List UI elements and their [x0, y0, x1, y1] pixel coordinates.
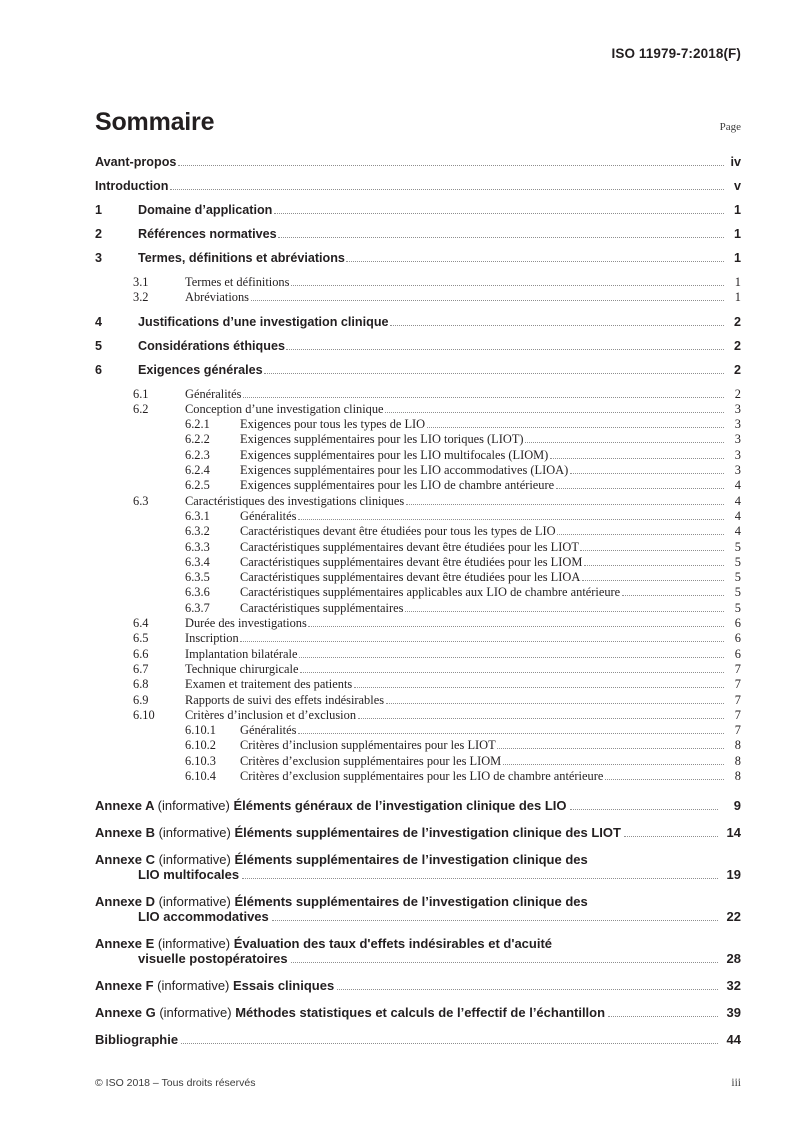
toc-entry-title: Abréviations [185, 290, 250, 305]
dot-leader [622, 594, 724, 596]
copyright-notice: © ISO 2018 – Tous droits réservés [95, 1077, 256, 1089]
toc-entry-number: 6.5 [133, 631, 149, 646]
toc-entry-title: Caractéristiques supplémentaires devant être étudiées pour les LIOM [240, 554, 583, 569]
toc-entry-title: Durée des investigations [185, 616, 307, 631]
toc-entry-page: 3 [734, 401, 741, 416]
page-footer [95, 1077, 741, 1089]
toc-entry-page: 2 [733, 338, 741, 353]
annex-title: Évaluation des taux d'effets indésirables et d'acuité [233, 936, 553, 951]
dot-leader [240, 640, 723, 642]
toc-entry-number: 6.10.4 [185, 769, 216, 784]
toc-entry-number: 6.2.5 [185, 478, 210, 493]
toc-entry-number: 6.3.7 [185, 600, 210, 615]
toc-entry-number: 6.2.3 [185, 447, 210, 462]
toc-entry-level-2[interactable] [95, 275, 741, 290]
toc-entry-title: Domaine d’application [138, 203, 273, 217]
dot-leader [181, 1042, 718, 1044]
toc-entry-level-2[interactable] [95, 693, 741, 708]
toc-entry-level-2[interactable] [95, 677, 741, 692]
toc-entry-level-3[interactable] [95, 509, 741, 524]
toc-entry-number: 4 [95, 314, 103, 329]
toc-entry-title: Généralités [240, 508, 297, 523]
toc-entry-page: 5 [734, 600, 741, 615]
annex-page: 22 [726, 909, 741, 924]
toc-entry-title: Technique chirurgicale [185, 661, 299, 676]
toc-entry-level-1[interactable] [95, 203, 741, 227]
annex-entry[interactable] [95, 978, 741, 994]
toc-entry-title: Exigences générales [138, 362, 263, 377]
toc-entry-level-3[interactable] [95, 585, 741, 600]
page-title: Sommaire [95, 108, 215, 136]
toc-entry-level-2[interactable] [95, 494, 741, 509]
annex-title-line-1 [95, 1005, 741, 1021]
toc-front-matter-entry[interactable] [95, 179, 741, 203]
page-column-label: Page [719, 121, 741, 133]
toc-entry-page: 2 [734, 386, 741, 401]
bibliography-entry[interactable] [95, 1032, 741, 1048]
toc-entry-page: 7 [734, 692, 741, 707]
toc-entry-level-2[interactable] [95, 387, 741, 402]
toc-entry-title: Termes, définitions et abréviations [138, 251, 345, 265]
annex-kind: (informative) [158, 852, 231, 867]
dot-leader [557, 533, 723, 535]
toc-entry-title: Références normatives [138, 227, 277, 241]
toc-entry-title: Généralités [240, 723, 297, 738]
dot-leader [386, 702, 724, 704]
dot-leader [243, 396, 724, 398]
toc-entry-page: 6 [734, 616, 741, 631]
toc-entry-level-3[interactable] [95, 555, 741, 570]
annex-title: Essais cliniques [233, 978, 335, 993]
dot-leader [427, 426, 724, 428]
toc-entry-number: 6.3.1 [185, 508, 210, 523]
toc-entry-page: 1 [733, 227, 741, 241]
toc-entry-page: 7 [734, 723, 741, 738]
toc-entry-title: Exigences supplémentaires pour les LIO accommodatives (LIOA) [240, 463, 569, 478]
toc-entry-number: 6.3.6 [185, 585, 210, 600]
toc-entry-number: 6.1 [133, 386, 149, 401]
dot-leader [570, 808, 718, 810]
annex-heading [95, 1005, 605, 1020]
toc-entry-page: 8 [734, 769, 741, 784]
toc-entry-page: 5 [734, 570, 741, 585]
dot-leader [291, 961, 718, 963]
toc-entry-page: 3 [734, 417, 741, 432]
annex-label: Annexe C [95, 852, 155, 867]
toc-entry-number: 6.3.4 [185, 554, 210, 569]
toc-entry-number: 5 [95, 338, 103, 353]
dot-leader [300, 671, 724, 673]
toc-entry-title: Termes et définitions [185, 275, 290, 289]
annex-label: Annexe E [95, 936, 155, 951]
toc-entry-title: Implantation bilatérale [185, 646, 298, 661]
dot-leader [274, 212, 724, 214]
dot-leader [503, 763, 724, 765]
toc-entry-number: 3 [95, 251, 103, 265]
toc-entry-level-3[interactable] [95, 769, 741, 784]
dot-leader [385, 411, 723, 413]
toc-entry-page: 4 [734, 508, 741, 523]
toc-title-row [95, 108, 741, 137]
toc-entry-number: 6.2 [133, 401, 149, 416]
toc-front-matter-entry[interactable] [95, 155, 741, 179]
toc-entry-title: Critères d’exclusion supplémentaires pour les LIOM [240, 753, 502, 768]
toc-entry-title: Critères d’inclusion supplémentaires pour les LIOT [240, 738, 496, 753]
toc-entry-page: 1 [733, 251, 741, 265]
annex-page: 14 [726, 825, 741, 840]
annex-title-line-1 [95, 825, 741, 841]
toc-entry-page: 1 [733, 203, 741, 217]
toc-entry-number: 3.1 [133, 275, 149, 289]
toc-entry-page: 8 [734, 753, 741, 768]
annex-title-line-1 [95, 798, 741, 814]
toc-spacer [95, 306, 741, 315]
toc-entry-number: 6.9 [133, 692, 149, 707]
annex-title-line-1 [95, 936, 741, 951]
dot-leader [178, 164, 724, 166]
dot-leader [580, 549, 723, 551]
dot-leader [390, 324, 723, 326]
toc-entry-title: Caractéristiques supplémentaires applicables aux LIO de chambre antérieure [240, 585, 621, 600]
annex-title: Méthodes statistiques et calculs de l’effectif de l’échantillon [235, 1005, 606, 1020]
toc-entry-page: 8 [734, 738, 741, 753]
toc-entry-level-3[interactable] [95, 417, 741, 432]
toc-entry-page: v [733, 179, 741, 193]
toc-entry-title: Examen et traitement des patients [185, 677, 353, 692]
annex-entry[interactable] [95, 894, 741, 925]
dot-leader [556, 487, 724, 489]
toc-entry-number: 6.2.2 [185, 432, 210, 447]
toc-entry-title: Caractéristiques devant être étudiées pour tous les types de LIO [240, 524, 556, 539]
dot-leader [298, 518, 724, 520]
toc-entry-page: 3 [734, 463, 741, 478]
footer-page-number: iii [731, 1077, 741, 1089]
annex-label: Annexe A [95, 798, 154, 813]
dot-leader [550, 457, 724, 459]
toc-entry-page: 2 [733, 314, 741, 329]
annex-heading [95, 978, 334, 993]
toc-entry-number: 6.3.3 [185, 539, 210, 554]
toc-entry-number: 1 [95, 203, 103, 217]
annex-kind: (informative) [158, 894, 231, 909]
annex-title-continuation: LIO multifocales [138, 867, 240, 882]
annex-title: Éléments supplémentaires de l’investigation clinique des [234, 852, 588, 867]
annex-entry[interactable] [95, 798, 741, 814]
annex-heading [95, 825, 621, 840]
toc-entry-level-3[interactable] [95, 448, 741, 463]
toc-entry-level-3[interactable] [95, 478, 741, 493]
dot-leader [406, 503, 724, 505]
toc-entry-page: 5 [734, 554, 741, 569]
annex-entry[interactable] [95, 936, 741, 967]
toc-entry-page: iv [730, 155, 741, 169]
toc-entry-number: 6.4 [133, 616, 149, 631]
annex-title-line-2 [95, 909, 741, 925]
dot-leader [299, 656, 723, 658]
toc-entry-title: Généralités [185, 386, 242, 401]
toc-entry-title: Rapports de suivi des effets indésirables [185, 692, 385, 707]
toc-entry-page: 7 [734, 661, 741, 676]
toc-entry-level-3[interactable] [95, 432, 741, 447]
toc-entry-level-1[interactable] [95, 363, 741, 387]
dot-leader [624, 835, 718, 837]
toc-entry-number: 3.2 [133, 290, 149, 305]
toc-entry-title: Considérations éthiques [138, 338, 285, 353]
toc-entry-level-2[interactable] [95, 402, 741, 417]
annex-page: 9 [733, 798, 741, 813]
dot-leader [608, 1015, 718, 1017]
toc-entry-level-2[interactable] [95, 662, 741, 677]
toc-entry-title: Inscription [185, 631, 239, 646]
toc-entry-level-3[interactable] [95, 723, 741, 738]
toc-entry-number: 6.3.5 [185, 570, 210, 585]
toc-entry-page: 6 [734, 646, 741, 661]
dot-leader [354, 686, 724, 688]
annex-page: 32 [726, 978, 741, 993]
toc-entry-title: Exigences supplémentaires pour les LIO de chambre antérieure [240, 478, 555, 493]
annex-entry[interactable] [95, 1005, 741, 1021]
annex-title: Éléments supplémentaires de l’investigation clinique des LIOT [234, 825, 621, 840]
dot-leader [264, 372, 723, 374]
dot-leader [278, 236, 723, 238]
annex-kind: (informative) [159, 1005, 232, 1020]
toc-entry-title: Avant-propos [95, 155, 177, 169]
dot-leader [582, 579, 724, 581]
annex-kind: (informative) [157, 978, 230, 993]
toc-entry-title: Exigences pour tous les types de LIO [240, 417, 426, 432]
toc-entry-number: 6.2.1 [185, 417, 210, 432]
toc-entry-number: 6.2.4 [185, 463, 210, 478]
toc-entry-title: Critères d’exclusion supplémentaires pour les LIO de chambre antérieure [240, 769, 604, 784]
annex-entry[interactable] [95, 825, 741, 841]
annex-entry-list [95, 798, 741, 1059]
toc-entry-level-1[interactable] [95, 339, 741, 363]
bibliography-page: 44 [726, 1032, 741, 1047]
annex-title: Éléments généraux de l’investigation clinique des LIO [233, 798, 567, 813]
dot-leader [337, 988, 718, 990]
toc-entry-level-2[interactable] [95, 631, 741, 646]
toc-entry-page: 2 [733, 362, 741, 377]
toc-entry-page: 5 [734, 539, 741, 554]
toc-entry-number: 6 [95, 362, 103, 377]
toc-entry-number: 6.10.2 [185, 738, 216, 753]
dot-leader [272, 919, 718, 921]
document-reference-header: ISO 11979-7:2018(F) [611, 46, 741, 61]
dot-leader [358, 717, 724, 719]
toc-entry-page: 5 [734, 585, 741, 600]
dot-leader [291, 284, 724, 286]
toc-entry-title: Caractéristiques supplémentaires devant être étudiées pour les LIOA [240, 570, 581, 585]
annex-title: Éléments supplémentaires de l’investigation clinique des [234, 894, 588, 909]
dot-leader [170, 188, 724, 190]
annex-page: 28 [726, 951, 741, 966]
annex-title-line-1 [95, 852, 741, 867]
toc-entry-page: 1 [734, 275, 741, 289]
annex-title-line-2 [95, 867, 741, 883]
dot-leader [605, 778, 724, 780]
toc-entry-level-1[interactable] [95, 227, 741, 251]
annex-kind: (informative) [157, 936, 231, 951]
dot-leader [251, 299, 724, 301]
toc-entry-title: Exigences supplémentaires pour les LIO multifocales (LIOM) [240, 447, 549, 462]
dot-leader [242, 877, 718, 879]
toc-entry-level-3[interactable] [95, 540, 741, 555]
bibliography-line [95, 1032, 741, 1048]
toc-entry-level-1[interactable] [95, 251, 741, 275]
toc-entry-title: Caractéristiques supplémentaires devant être étudiées pour les LIOT [240, 539, 579, 554]
annex-kind: (informative) [157, 798, 230, 813]
toc-entry-number: 6.10.3 [185, 753, 216, 768]
annex-kind: (informative) [158, 825, 231, 840]
toc-entry-title: Caractéristiques supplémentaires [240, 600, 404, 615]
toc-entry-level-2[interactable] [95, 616, 741, 631]
toc-entry-level-3[interactable] [95, 754, 741, 769]
toc-entry-level-3[interactable] [95, 524, 741, 539]
dot-leader [497, 747, 723, 749]
annex-label: Annexe B [95, 825, 155, 840]
dot-leader [405, 610, 724, 612]
toc-entry-level-2[interactable] [95, 290, 741, 305]
toc-entry-title: Conception d’une investigation clinique [185, 401, 384, 416]
toc-entry-list [95, 155, 741, 784]
toc-entry-page: 3 [734, 432, 741, 447]
annex-title-continuation: visuelle postopératoires [138, 951, 288, 966]
toc-entry-page: 7 [734, 677, 741, 692]
toc-entry-number: 2 [95, 227, 103, 241]
dot-leader [570, 472, 724, 474]
toc-entry-title: Exigences supplémentaires pour les LIO toriques (LIOT) [240, 432, 524, 447]
dot-leader [346, 260, 723, 262]
toc-entry-number: 6.7 [133, 661, 149, 676]
annex-title-line-1 [95, 894, 741, 909]
toc-entry-level-2[interactable] [95, 647, 741, 662]
toc-entry-page: 3 [734, 447, 741, 462]
toc-entry-number: 6.3.2 [185, 524, 210, 539]
toc-entry-number: 6.8 [133, 677, 149, 692]
annex-heading [95, 798, 567, 813]
toc-entry-number: 6.10 [133, 707, 155, 722]
toc-entry-title: Critères d’inclusion et d’exclusion [185, 707, 357, 722]
annex-label: Annexe G [95, 1005, 156, 1020]
toc-entry-page: 4 [734, 524, 741, 539]
annex-page: 39 [726, 1005, 741, 1020]
dot-leader [298, 732, 724, 734]
annex-label: Annexe D [95, 894, 155, 909]
toc-entry-page: 1 [734, 290, 741, 305]
dot-leader [584, 564, 724, 566]
annex-page: 19 [726, 867, 741, 882]
bibliography-label: Bibliographie [95, 1032, 179, 1047]
dot-leader [525, 441, 723, 443]
annex-title-line-2 [95, 951, 741, 967]
dot-leader [286, 348, 723, 350]
toc-entry-number: 6.3 [133, 493, 149, 508]
toc-entry-title: Caractéristiques des investigations cliniques [185, 493, 405, 508]
toc-entry-number: 6.10.1 [185, 723, 216, 738]
toc-entry-title: Introduction [95, 179, 169, 193]
toc-entry-page: 7 [734, 707, 741, 722]
toc-entry-page: 4 [734, 493, 741, 508]
dot-leader [308, 625, 723, 627]
toc-entry-page: 6 [734, 631, 741, 646]
toc-entry-level-3[interactable] [95, 570, 741, 585]
toc-entry-level-3[interactable] [95, 601, 741, 616]
annex-title-line-1 [95, 978, 741, 994]
toc-entry-level-3[interactable] [95, 738, 741, 753]
annex-entry[interactable] [95, 852, 741, 883]
annex-label: Annexe F [95, 978, 154, 993]
toc-entry-page: 4 [734, 478, 741, 493]
toc-entry-level-3[interactable] [95, 463, 741, 478]
toc-entry-level-1[interactable] [95, 315, 741, 339]
toc-entry-title: Justifications d’une investigation clinique [138, 314, 389, 329]
annex-title-continuation: LIO accommodatives [138, 909, 269, 924]
toc-entry-number: 6.6 [133, 646, 149, 661]
toc-entry-level-2[interactable] [95, 708, 741, 723]
